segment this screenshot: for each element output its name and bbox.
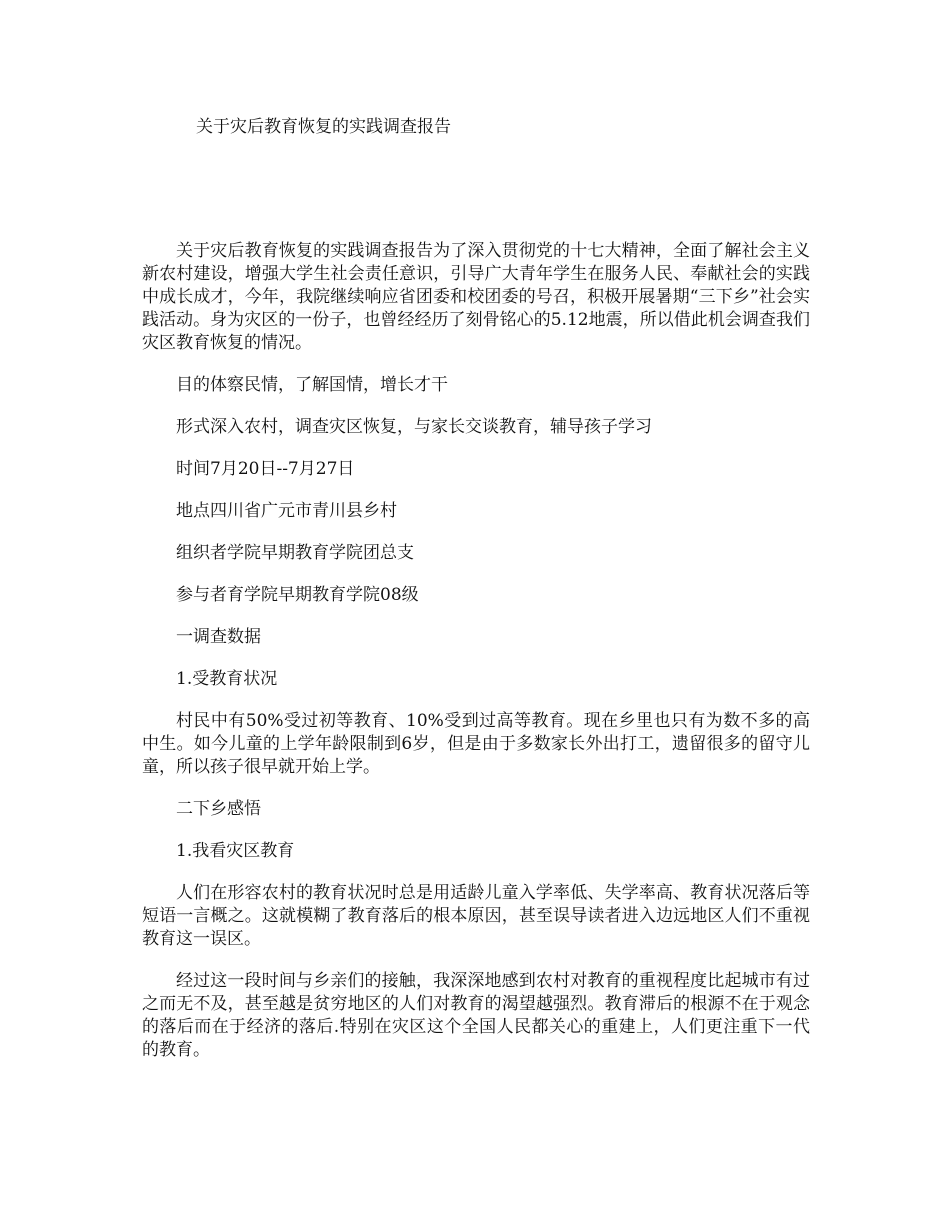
section-heading-reflections: 二下乡感悟 — [176, 799, 261, 819]
subheading-education-status: 1.受教育状况 — [176, 669, 278, 689]
participants-line: 参与者育学院早期教育学院08级 — [176, 585, 419, 605]
section-heading-survey-data: 一调查数据 — [176, 627, 261, 647]
rural-education-paragraph: 人们在形容农村的教育状况时总是用适龄儿童入学率低、失学率高、教育状况落后等短语一言概之。这就模糊了教育落后的根本原因，甚至误导读者进入边远地区人们不重视教育这一误区。 — [142, 883, 810, 949]
contact-reflection-paragraph: 经过这一段时间与乡亲们的接触，我深深地感到农村对教育的重视程度比起城市有过之而无不及，甚至越是贫穷地区的人们对教育的渴望越强烈。教育滞后的根源不在于观念的落后而在于经济的落后.特别在灾区这个全国人民都关心的重建上，人们更注重下一代的教育。 — [142, 971, 810, 1060]
purpose-line: 目的体察民情，了解国情，增长才干 — [176, 375, 448, 395]
time-line: 时间7月20日--7月27日 — [176, 459, 355, 479]
intro-paragraph: 关于灾后教育恢复的实践调查报告为了深入贯彻党的十七大精神，全面了解社会主义新农村建设，增强大学生社会责任意识，引导广大青年学生在服务人民、奉献社会的实践中成长成才，今年，我院继续响应省团委和校团委的号召，积极开展暑期“三下乡”社会实践活动。身为灾区的一份子，也曾经经历了刻骨铭心的5.12地震，所以借此机会调查我们灾区教育恢复的情况。 — [142, 241, 810, 353]
document-title: 关于灾后教育恢复的实践调查报告 — [196, 117, 451, 137]
location-line: 地点四川省广元市青川县乡村 — [176, 501, 397, 521]
subheading-disaster-area-education: 1.我看灾区教育 — [176, 841, 295, 861]
format-line: 形式深入农村，调查灾区恢复，与家长交谈教育，辅导孩子学习 — [176, 417, 652, 437]
document-body — [142, 240, 810, 1062]
organizer-line: 组织者学院早期教育学院团总支 — [176, 543, 414, 563]
education-status-paragraph: 村民中有50%受过初等教育、10%受到过高等教育。现在乡里也只有为数不多的高中生。如今儿童的上学年龄限制到6岁，但是由于多数家长外出打工，遗留很多的留守儿童，所以孩子很早就开始上学。 — [142, 711, 810, 777]
